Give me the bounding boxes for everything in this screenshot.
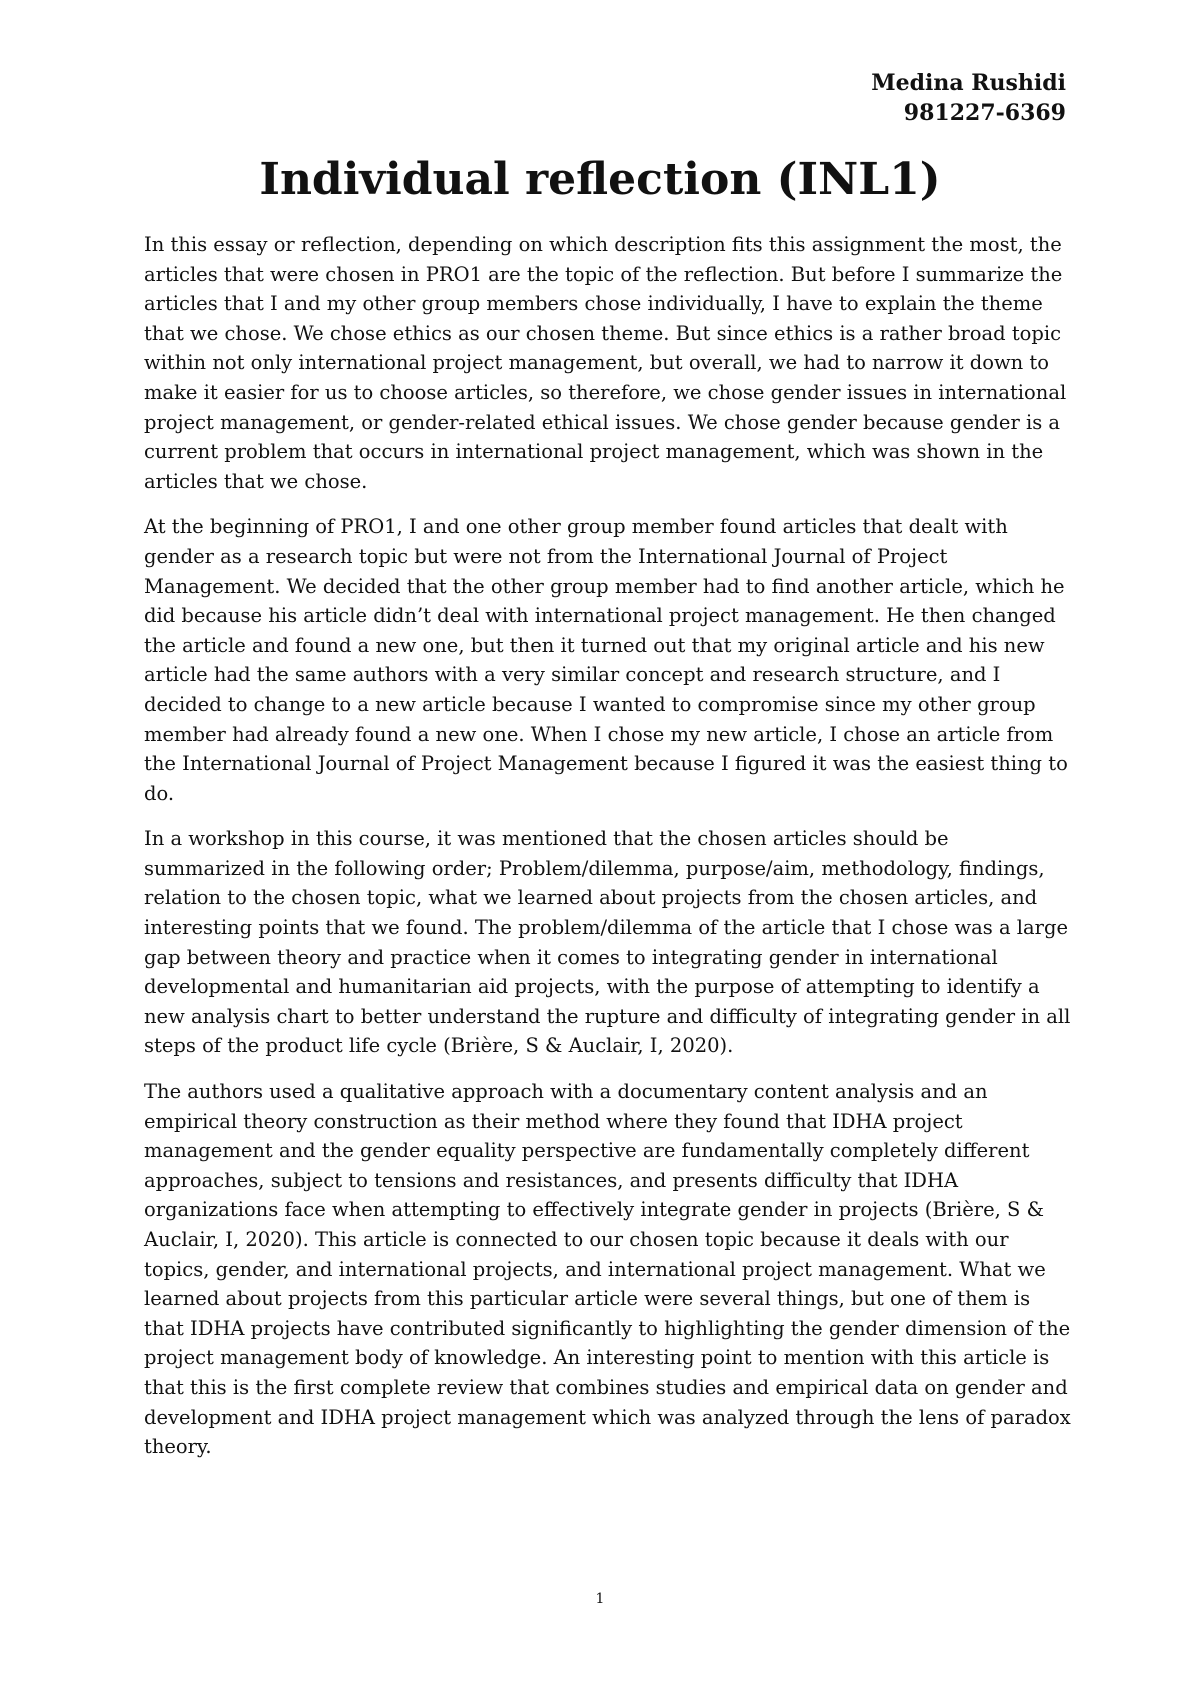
author-name: Medina Rushidi [871,70,1066,96]
paragraph-article-selection: At the beginning of PRO1, I and one other group member found articles that dealt with gender as a research topic but were not from the International Journal of Project Management. We decided that the other group member had to find another article, which he did because his article didn’t deal with international project management. He then changed the article and found a new one, but then it turned out that my original article and his new article had the same authors with a very similar concept and research structure, and I decided to change to a new article because I wanted to compromise since my other group member had already found a new one. When I chose my new article, I chose an article from the International Journal of Project Management because I figured it was the easiest thing to do. [144,515,1068,805]
author-id: 981227-6369 [903,100,1066,126]
document-title: Individual reflection (INL1) [259,154,941,205]
page-number: 1 [595,1591,605,1607]
paragraph-summary-order: In a workshop in this course, it was mentioned that the chosen articles should be summarized in the following order; Problem/dilemma, purpose/aim, methodology, findings, relation to the chosen topic, what we learned about projects from the chosen articles, and interesting points that we found. The problem/dilemma of the article that I chose was a large gap between theory and practice when it comes to integrating gender in international developmental and humanitarian aid projects, with the purpose of attempting to identify a new analysis chart to better understand the rupture and difficulty of integrating gender in all steps of the product life cycle (Brière, S & Auclair, I, 2020). [144,827,1071,1058]
document-body [144,230,1074,1478]
paragraph-methodology-findings: The authors used a qualitative approach with a documentary content analysis and an empirical theory construction as their method where they found that IDHA project management and the gender equality perspective are fundamentally completely different approaches, subject to tensions and resistances, and presents difficulty that IDHA organizations face when attempting to effectively integrate gender in projects (Brière, S & Auclair, I, 2020). This article is connected to our chosen topic because it deals with our topics, gender, and international projects, and international project management. What we learned about projects from this particular article were several things, but one of them is that IDHA projects have contributed significantly to highlighting the gender dimension of the project management body of knowledge. An interesting point to mention with this article is that this is the first complete review that combines studies and empirical data on gender and development and IDHA project management which was analyzed through the lens of paradox theory. [144,1080,1071,1459]
author-block [871,68,1066,128]
paragraph-intro: In this essay or reflection, depending on which description fits this assignment the most, the articles that were chosen in PRO1 are the topic of the reflection. But before I summarize the articles that I and my other group members chose individually, I have to explain the theme that we chose. We chose ethics as our chosen theme. But since ethics is a rather broad topic within not only international project management, but overall, we had to narrow it down to make it easier for us to choose articles, so therefore, we chose gender issues in international project management, or gender-related ethical issues. We chose gender because gender is a current problem that occurs in international project management, which was shown in the articles that we chose. [144,233,1067,493]
